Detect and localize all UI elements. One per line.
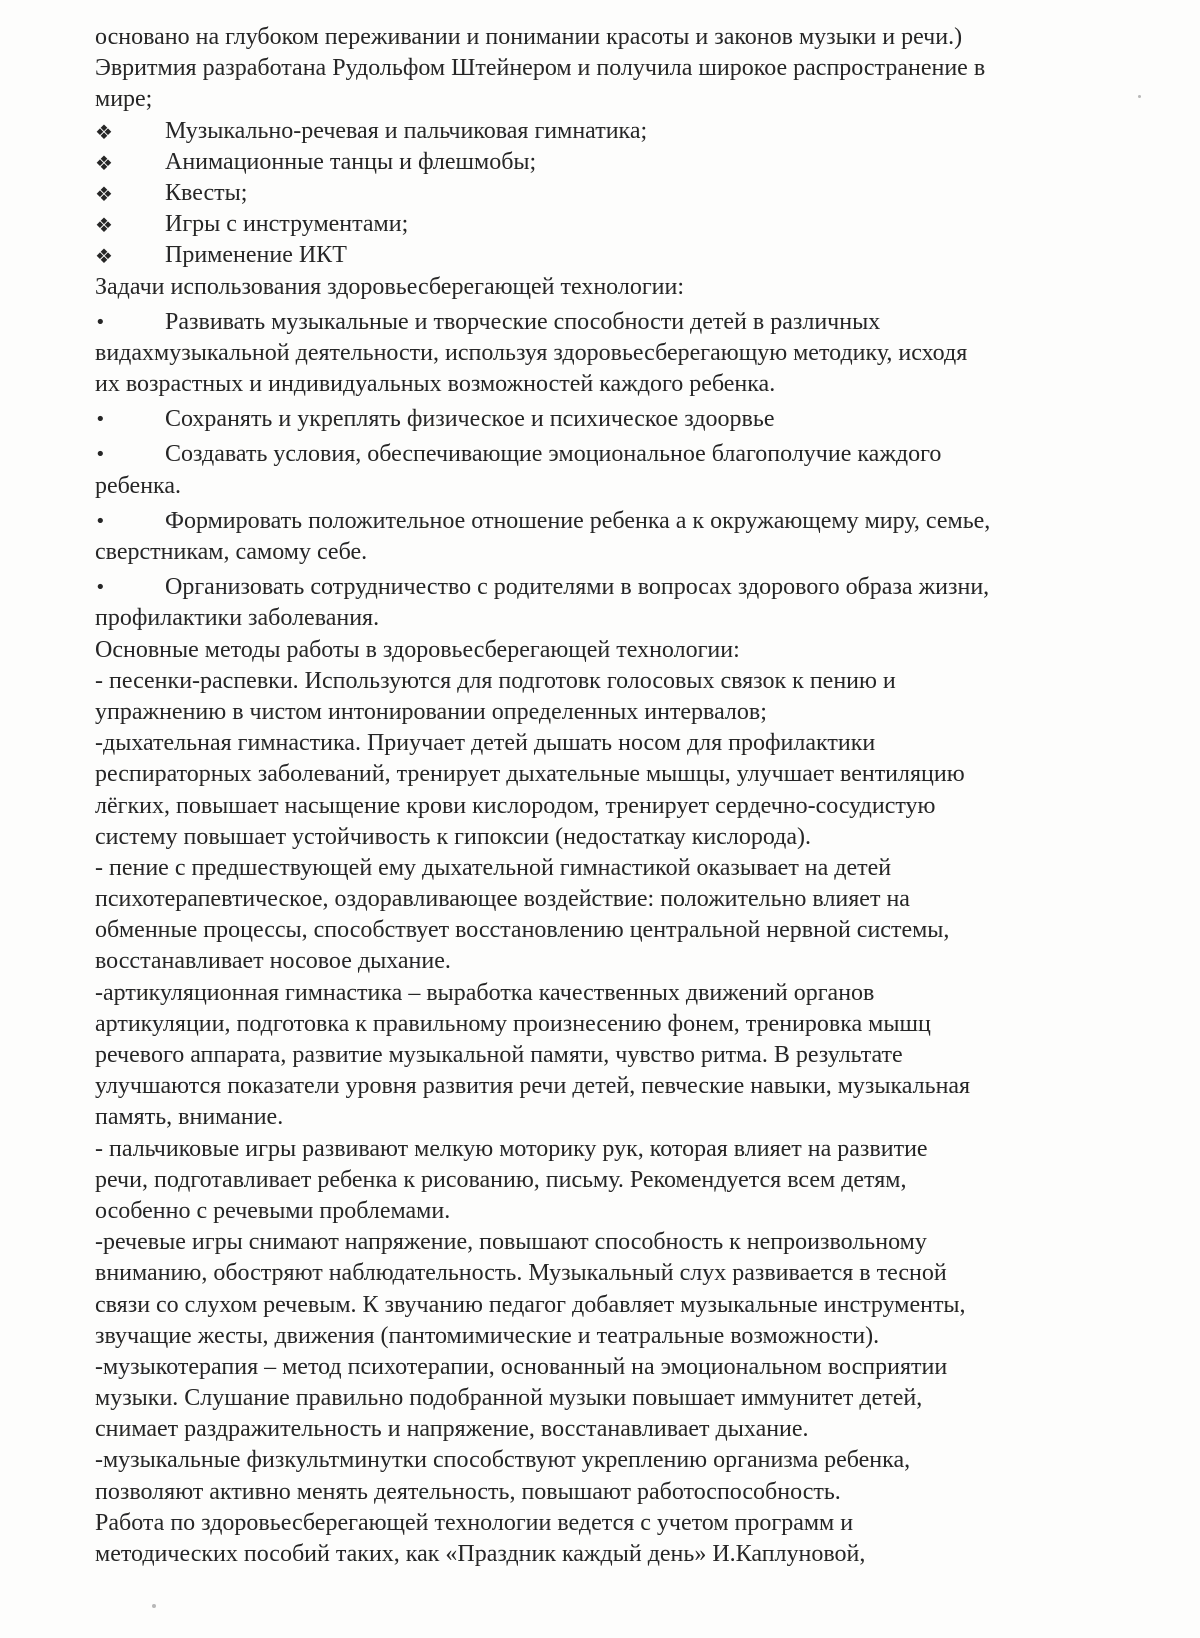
list-item-text: Организовать сотрудничество с родителями в вопросах здорового образа жизни, (165, 574, 990, 601)
list-item-text: Игры с инструментами; (165, 211, 409, 238)
text-line: связи со слухом речевым. К звучанию педагог добавляет музыкальные инструменты, (95, 1291, 966, 1318)
text-line: -артикуляционная гимнастика – выработка качественных движений органов (95, 979, 875, 1006)
list-item (95, 404, 1175, 435)
diamond-list (95, 116, 1175, 272)
diamond-bullet-icon: ❖ (95, 213, 113, 238)
list-item-text: Создавать условия, обеспечивающие эмоциональное благополучие каждого (165, 441, 942, 468)
list-item (95, 209, 1175, 240)
text-line: позволяют активно менять деятельность, повышают работоспособность. (95, 1478, 841, 1505)
list-item-text: Квесты; (165, 179, 248, 206)
text-line: респираторных заболеваний, тренирует дыхательные мышцы, улучшает вентиляцию (95, 761, 965, 788)
list-item-continuation: ребенка. (95, 472, 181, 499)
text-line: - пение с предшествующей ему дыхательной гимнастикой оказывает на детей (95, 854, 892, 881)
bullet-icon: • (95, 311, 106, 333)
text-line: особенно с речевыми проблемами. (95, 1197, 451, 1224)
list-item-text: Анимационные танцы и флешмобы; (165, 148, 537, 175)
text-line: -речевые игры снимают напряжение, повышают способность к непроизвольному (95, 1229, 927, 1256)
text-line: систему повышает устойчивость к гипоксии (недостаткау кислорода). (95, 823, 812, 850)
list-item-text: Развивать музыкальные и творческие способности детей в различных (165, 308, 881, 335)
list-item-continuation: видахмузыкальной деятельности, используя здоровьесберегающую методику, исходя (95, 339, 968, 366)
tasks-list (95, 303, 1175, 635)
text-line: звучащие жесты, движения (пантомимические и театральные возможности). (95, 1322, 880, 1349)
text-line: обменные процессы, способствует восстановлению центральной нервной системы, (95, 917, 950, 944)
text-line: -дыхательная гимнастика. Приучает детей дышать носом для профилактики (95, 730, 876, 757)
diamond-bullet-icon: ❖ (95, 181, 113, 206)
text-line: память, внимание. (95, 1104, 284, 1131)
list-item (95, 572, 1175, 603)
bullet-icon: • (95, 409, 106, 431)
text-line: восстанавливает носовое дыхание. (95, 948, 451, 975)
list-item-continuation: их возрастных и индивидуальных возможностей каждого ребенка. (95, 371, 776, 398)
text-line: снимает раздражительность и напряжение, восстанавливает дыхание. (95, 1416, 809, 1443)
text-line: упражнению в чистом интонировании определенных интервалов; (95, 698, 767, 725)
scan-speck (152, 1604, 156, 1608)
diamond-bullet-icon: ❖ (95, 150, 113, 175)
list-item (95, 307, 1175, 338)
list-item (95, 116, 1175, 147)
text-line: - пальчиковые игры развивают мелкую моторику рук, которая влияет на развитие (95, 1135, 928, 1162)
diamond-bullet-icon: ❖ (95, 244, 113, 269)
list-item (95, 439, 1175, 470)
diamond-bullet-icon: ❖ (95, 119, 113, 144)
text-line: Работа по здоровьесберегающей технологии ведется с учетом программ и (95, 1509, 854, 1536)
text-line: - песенки-распевки. Используются для подготовк голосовых связок к пению и (95, 667, 896, 694)
text-line: артикуляции, подготовка к правильному произнесению фонем, тренировка мышц (95, 1010, 931, 1037)
text-line: лёгких, повышает насыщение крови кислородом, тренирует сердечно-сосудистую (95, 792, 936, 819)
bullet-icon: • (95, 577, 106, 599)
section-heading: Задачи использования здоровьесберегающей технологии: (95, 273, 685, 300)
list-item-text: Сохранять и укреплять физическое и психическое здоорвье (165, 406, 775, 433)
list-item-continuation: профилактики заболевания. (95, 605, 380, 632)
text-line: Эвритмия разработана Рудольфом Штейнером и получила широкое распространение в (95, 55, 986, 82)
text-line: улучшаются показатели уровня развития речи детей, певческие навыки, музыкальная (95, 1073, 971, 1100)
text-line: вниманию, обостряют наблюдательность. Музыкальный слух развивается в тесной (95, 1260, 947, 1287)
text-line: основано на глубоком переживании и понимании красоты и законов музыки и речи.) (95, 24, 963, 50)
list-item-text: Музыкально-речевая и пальчиковая гимнатика; (165, 117, 648, 144)
list-item (95, 147, 1175, 178)
text-line: речевого аппарата, развитие музыкальной памяти, чувство ритма. В результате (95, 1042, 903, 1068)
text-line: -музыкотерапия – метод психотерапии, основанный на эмоциональном восприятии (95, 1353, 948, 1380)
document-text (95, 22, 1175, 1570)
list-item (95, 506, 1175, 537)
list-item-text: Формировать положительное отношение ребенка а к окружающему миру, семье, (165, 507, 991, 534)
text-line: методических пособий таких, как «Праздник каждый день» И.Каплуновой, (95, 1541, 866, 1567)
text-line: -музыкальные физкультминутки способствуют укреплению организма ребенка, (95, 1447, 911, 1474)
bullet-icon: • (95, 510, 106, 532)
text-line: Основные методы работы в здоровьесберегающей технологии: (95, 636, 740, 663)
list-item (95, 240, 1175, 271)
list-item-continuation: сверстникам, самому себе. (95, 539, 368, 565)
body-text (95, 635, 1175, 1571)
text-line: мире; (95, 86, 153, 113)
list-item (95, 178, 1175, 209)
list-item-text: Применение ИКТ (165, 242, 347, 269)
bullet-icon: • (95, 444, 106, 466)
text-line: речи, подготавливает ребенка к рисованию, письму. Рекомендуется всем детям, (95, 1166, 907, 1193)
text-line: музыки. Слушание правильно подобранной музыки повышает иммунитет детей, (95, 1385, 923, 1412)
text-line: психотерапевтическое, оздоравливающее воздействие: положительно влияет на (95, 886, 910, 913)
